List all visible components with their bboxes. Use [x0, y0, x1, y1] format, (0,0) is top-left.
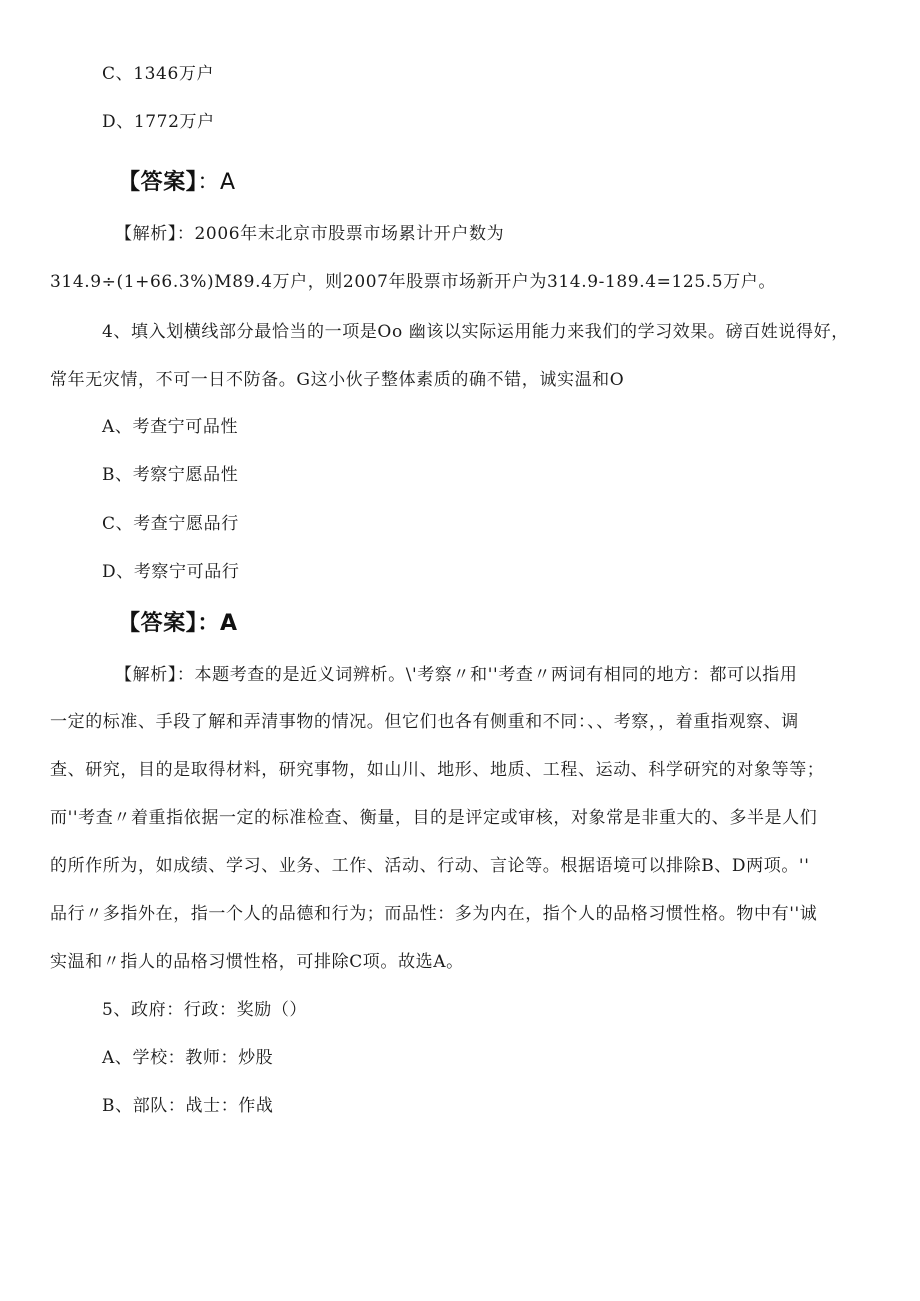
q4-question-line-1: 4、填入划横线部分最恰当的一项是Oo 幽该以实际运用能力来我们的学习效果。磅百姓说得好， — [102, 322, 849, 342]
q4-option-a: A、考查宁可品性 — [102, 417, 239, 437]
q3-explanation-line-1: 【解析】：2006年末北京市股票市场累计开户数为 — [115, 224, 505, 244]
q3-answer-value: ：A — [197, 170, 236, 195]
q4-answer-value: ：A — [197, 611, 238, 636]
q4-explanation-line: 【解析】：本题考查的是近义词辨析。\'考察〃和''考查〃两词有相同的地方：都可以指用 — [115, 665, 798, 685]
q4-explanation-line: 而''考查〃着重指依据一定的标准检查、衡量，目的是评定或审核，对象常是非重大的、多半是人们 — [50, 808, 818, 828]
q3-option-d: D、1772万户 — [102, 112, 215, 132]
q3-answer-label: 【答案】 — [118, 170, 198, 195]
q4-explanation-line: 一定的标准、手段了解和弄清事物的情况。但它们也各有侧重和不同：、、考察，，着重指观察、调 — [50, 712, 799, 732]
q5-option-a: A、学校：教师：炒股 — [102, 1048, 274, 1068]
q4-question-line-2: 常年无灾情，不可一日不防备。G这小伙子整体素质的确不错，诚实温和O — [50, 370, 625, 390]
q5-option-b: B、部队：战士：作战 — [102, 1096, 274, 1116]
q4-answer — [118, 612, 238, 636]
q3-answer — [118, 171, 236, 195]
q5-question: 5、政府：行政：奖励（） — [102, 1000, 308, 1020]
q4-option-b: B、考察宁愿品性 — [102, 465, 239, 485]
q4-explanation-line: 的所作所为，如成绩、学习、业务、工作、活动、行动、言论等。根据语境可以排除B、D两项。'' — [50, 856, 810, 876]
q4-explanation-line: 品行〃多指外在，指一个人的品德和行为；而品性：多为内在，指个人的品格习惯性格。物中有''诚 — [50, 904, 818, 924]
q4-option-c: C、考查宁愿品行 — [102, 514, 239, 534]
q4-explanation-line: 实温和〃指人的品格习惯性格，可排除C项。故选A。 — [50, 952, 464, 972]
q3-explanation-line-2: 314.9÷(1+66.3%)M89.4万户，则2007年股票市场新开户为314.9-189.4=125.5万户。 — [50, 272, 776, 292]
q4-answer-label: 【答案】 — [118, 611, 198, 636]
q3-option-c: C、1346万户 — [102, 64, 215, 84]
q4-option-d: D、考察宁可品行 — [102, 562, 240, 582]
q4-explanation-line: 查、研究，目的是取得材料，研究事物，如山川、地形、地质、工程、运动、科学研究的对象等等； — [50, 760, 825, 780]
